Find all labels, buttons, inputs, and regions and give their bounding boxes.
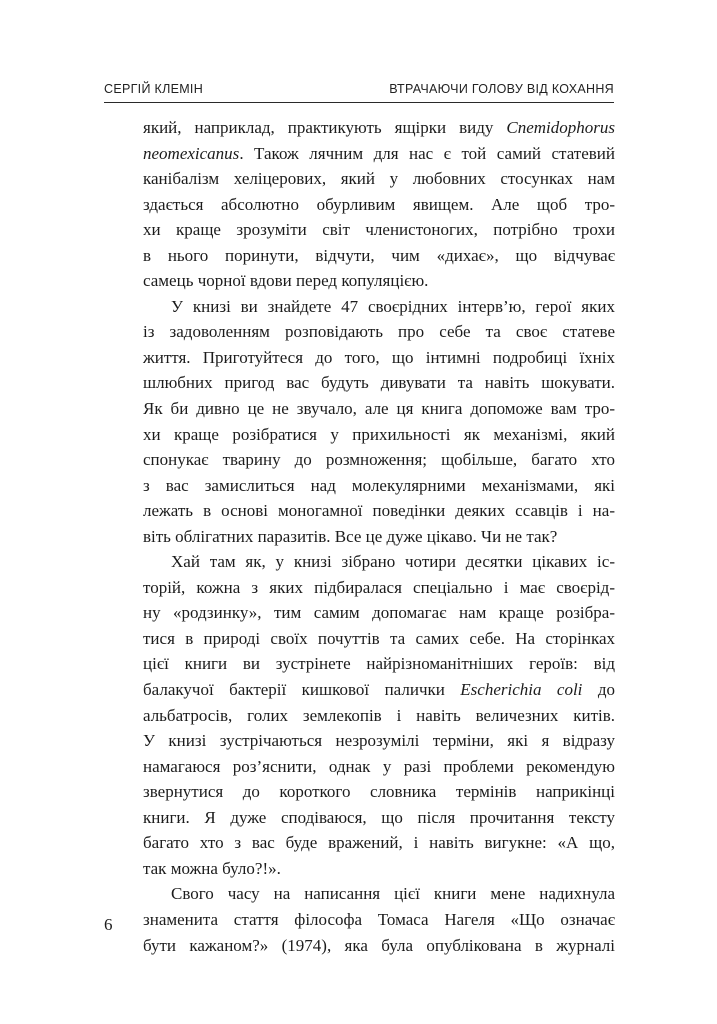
text-line <box>143 754 615 780</box>
line-text: бути кажаном?» (1974), яка була опублікована в журналі <box>143 935 615 955</box>
line-text: життя. Приготуйтеся до того, що інтимні подробиці їхніх <box>143 347 615 367</box>
line-text: тися в природі своїх почуттів та самих себе. На сторінках <box>143 628 615 648</box>
line-text: спонукає тварину до розмноження; щобільше, багато хто <box>143 450 615 470</box>
paragraph <box>143 549 615 881</box>
line-text: Свого часу на написання цієї книги мене надихнула <box>171 884 615 904</box>
text-line <box>143 422 615 448</box>
italic-term: neomexicanus <box>143 143 240 163</box>
line-text: так можна було?!». <box>143 858 281 878</box>
text-line <box>143 294 615 320</box>
text-line <box>143 856 615 882</box>
running-header-book-title: ВТРАЧАЮЧИ ГОЛОВУ ВІД КОХАННЯ <box>389 82 614 96</box>
text-line <box>143 115 615 141</box>
text-line <box>143 703 615 729</box>
line-text: намагаюся роз’яснити, однак у разі проблеми рекомендую <box>143 756 615 776</box>
line-text: віть облігатних паразитів. Все це дуже цікаво. Чи не так? <box>143 526 558 546</box>
page-number: 6 <box>104 915 113 934</box>
line-text: У книзі зустрічаються незрозумілі терміни, які я відразу <box>143 731 615 751</box>
text-line <box>143 166 615 192</box>
text-line <box>143 830 615 856</box>
line-text: багато хто з вас буде вражений, і навіть вигукне: «А що, <box>143 833 615 853</box>
text-line <box>143 243 615 269</box>
text-line <box>143 524 615 550</box>
line-text: альбатросів, голих землекопів і навіть величезних китів. <box>143 705 615 725</box>
text-line <box>143 907 615 933</box>
text-line <box>143 779 615 805</box>
paragraph <box>143 881 615 958</box>
line-text: цієї книги ви зустрінете найрізноманітніших героїв: від <box>143 654 615 674</box>
italic-term: Escherichia coli <box>460 680 583 700</box>
line-text: до <box>582 680 615 700</box>
line-text: знаменита стаття філософа Томаса Нагеля «Що означає <box>143 909 615 929</box>
text-line <box>143 575 615 601</box>
line-text: балакучої бактерії кишкової палички <box>143 680 461 700</box>
line-text: хи краще розібратися у прихильності як механізмі, який <box>143 424 615 444</box>
text-line <box>143 192 615 218</box>
line-text: хи краще зрозуміти світ членистоногих, потрібно трохи <box>143 220 615 240</box>
line-text: шлюбних пригод вас будуть дивувати та навіть шокувати. <box>143 373 615 393</box>
body-text <box>143 115 615 958</box>
line-text: в нього поринути, відчути, чим «дихає», що відчуває <box>143 245 615 265</box>
text-line <box>143 319 615 345</box>
line-text: торій, кожна з яких підбиралася спеціально і має своєрід- <box>143 577 615 597</box>
running-header <box>104 80 614 104</box>
text-line <box>143 345 615 371</box>
header-rule <box>104 102 614 103</box>
line-text: здається абсолютно обурливим явищем. Але щоб тро- <box>143 194 615 214</box>
text-line <box>143 933 615 959</box>
text-line <box>143 728 615 754</box>
line-text: з вас замислиться над молекулярними механізмами, які <box>143 475 615 495</box>
line-text: який, наприклад, практикують ящірки виду <box>143 118 507 137</box>
text-line <box>143 141 615 167</box>
text-line <box>143 447 615 473</box>
running-header-author: СЕРГІЙ КЛЕМІН <box>104 82 204 96</box>
text-line <box>143 498 615 524</box>
text-line <box>143 217 615 243</box>
text-line <box>143 473 615 499</box>
line-text: Як би дивно це не звучало, але ця книга допоможе вам тро- <box>143 399 615 419</box>
line-text: У книзі ви знайдете 47 своєрідних інтерв’ю, герої яких <box>171 296 615 316</box>
line-text: . Також лячним для нас є той самий статевий <box>239 143 615 163</box>
text-line <box>143 881 615 907</box>
line-text: ну «родзинку», тим самим допомагає нам краще розібра- <box>143 603 615 623</box>
line-text: звернутися до короткого словника термінів наприкінці <box>143 782 615 802</box>
text-line <box>143 805 615 831</box>
line-text: із задоволенням розповідають про себе та своє статеве <box>143 322 615 342</box>
line-text: Хай там як, у книзі зібрано чотири десятки цікавих іс- <box>171 552 615 572</box>
line-text: лежать в основі моногамної поведінки деяких ссавців і на- <box>143 501 615 521</box>
text-line <box>143 626 615 652</box>
paragraph <box>143 294 615 549</box>
text-line <box>143 600 615 626</box>
paragraph <box>143 115 615 294</box>
line-text: канібалізм хеліцерових, який у любовних стосунках нам <box>143 169 615 189</box>
text-line <box>143 370 615 396</box>
text-line <box>143 396 615 422</box>
text-line <box>143 677 615 703</box>
line-text: самець чорної вдови перед копуляцією. <box>143 271 429 291</box>
text-line <box>143 268 615 294</box>
text-line <box>143 651 615 677</box>
line-text: книги. Я дуже сподіваюся, що після прочитання тексту <box>143 807 615 827</box>
italic-term: Cnemidophorus <box>506 118 615 137</box>
text-line <box>143 549 615 575</box>
